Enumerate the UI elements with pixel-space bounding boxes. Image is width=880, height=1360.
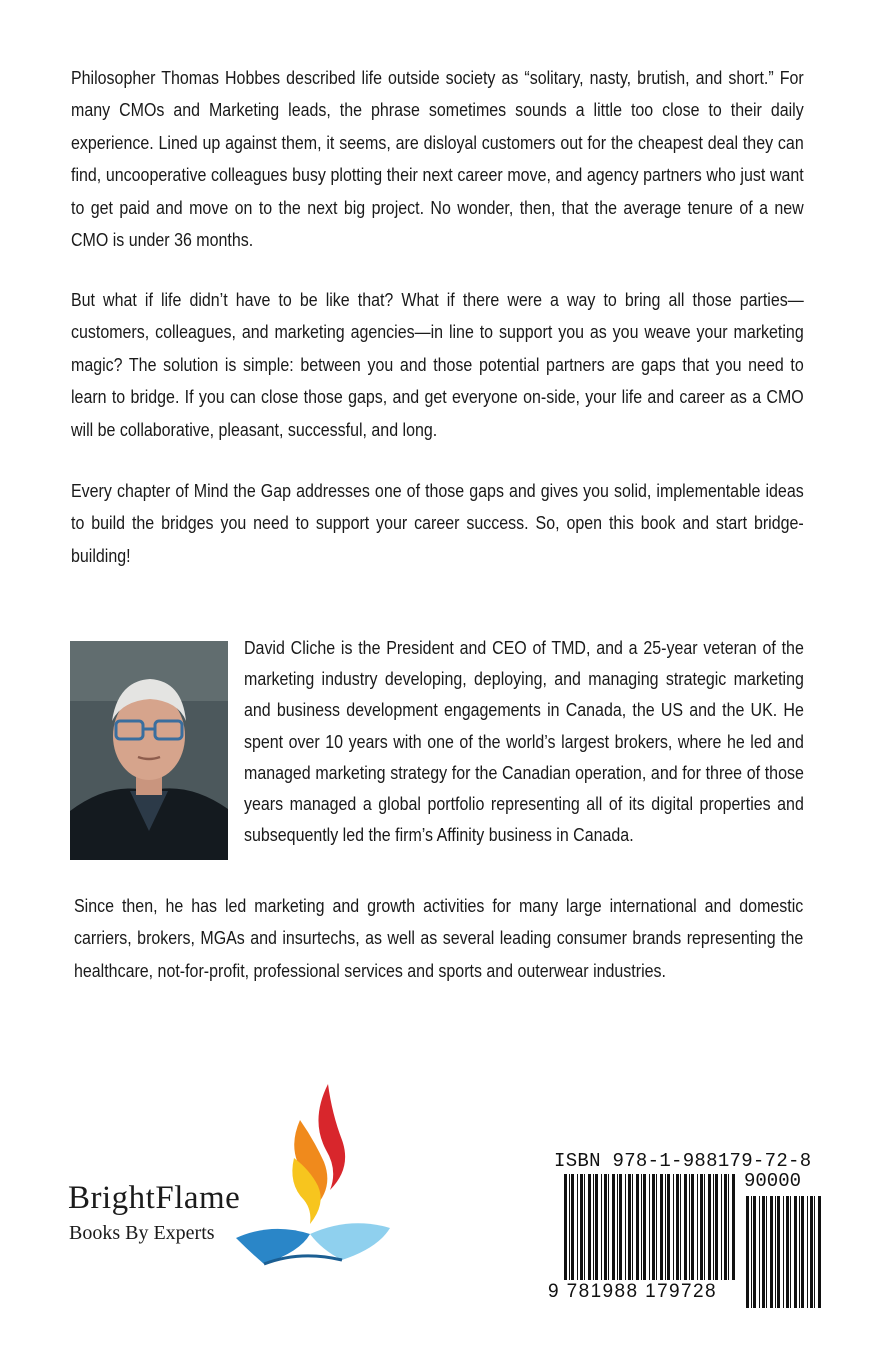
ean-barcode-bars	[562, 1174, 740, 1286]
publisher-logo	[60, 1080, 405, 1280]
price-code: 90000	[744, 1170, 802, 1192]
blurb-paragraph-2: But what if life didn’t have to be like that? What if there were a way to bring all those parties—customers, colleagues, and marketing agencies—in line to support you as you weave your marketing magic? The solution is simple: between you and those potential partners are gaps that you need to learn to bridge. If you can close those gaps, and get everyone on-side, your life and career as a CMO will be collaborative, pleasant, successful, and long.	[71, 289, 804, 440]
addon-barcode-bars	[744, 1196, 822, 1308]
author-bio: David Cliche is the President and CEO of TMD, and a 25-year veteran of the marketing industry developing, deploying, and managing strategic marketing and business development engagements in Canada, the US and the UK. He spent over 10 years with one of the world’s largest brokers, where he led and managed marketing strategy for the Canadian operation, and for three of those years managed a global portfolio representing all of its digital properties and subsequently led the firm’s Affinity business in Canada.	[244, 637, 804, 846]
author-portrait-graphic	[70, 641, 228, 860]
ean-digits: 9 781988 179728	[548, 1281, 717, 1302]
isbn-barcode	[548, 1150, 823, 1305]
blurb-paragraph-1: Philosopher Thomas Hobbes described life outside society as “solitary, nasty, brutish, and short.” For many CMOs and Marketing leads, the phrase sometimes sounds a little too close to their daily experience. Lined up against them, it seems, are disloyal customers out for the cheapest deal they can find, uncooperative colleagues busy plotting their next career move, and agency partners who just want to get paid and move on to the next big project. No wonder, then, that the average tenure of a new CMO is under 36 months.	[71, 67, 804, 251]
publisher-name: BrightFlame	[68, 1180, 241, 1216]
publisher-tagline: Books By Experts	[69, 1222, 215, 1244]
author-bio-continued: Since then, he has led marketing and growth activities for many large international and domestic carriers, brokers, MGAs and insurtechs, as well as several leading consumer brands representing the healthcare, not-for-profit, professional services and sports and outerwear industries.	[74, 895, 804, 981]
blurb-paragraph-3: Every chapter of Mind the Gap addresses one of those gaps and gives you solid, implementable ideas to build the bridges you need to support your career success. So, open this book and start bridge-building!	[71, 480, 804, 566]
isbn-label: ISBN 978-1-988179-72-8	[554, 1150, 812, 1172]
author-photo	[70, 641, 228, 860]
